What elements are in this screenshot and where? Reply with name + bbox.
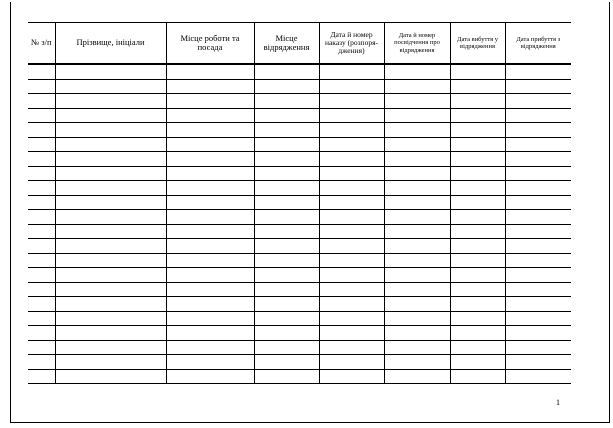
table-cell[interactable]	[384, 210, 450, 225]
table-cell[interactable]	[28, 369, 55, 384]
table-cell[interactable]	[319, 311, 384, 326]
table-cell[interactable]	[384, 326, 450, 341]
table-cell[interactable]	[384, 253, 450, 268]
table-cell[interactable]	[384, 195, 450, 210]
table-cell[interactable]	[319, 94, 384, 109]
table-cell[interactable]	[384, 166, 450, 181]
table-cell[interactable]	[505, 239, 571, 254]
table-cell[interactable]	[450, 326, 505, 341]
table-cell[interactable]	[505, 195, 571, 210]
table-cell[interactable]	[28, 224, 55, 239]
table-row	[28, 123, 571, 138]
table-cell[interactable]	[166, 340, 254, 355]
table-cell[interactable]	[505, 369, 571, 384]
table-cell[interactable]	[254, 326, 319, 341]
table-cell[interactable]	[450, 94, 505, 109]
table-cell[interactable]	[384, 137, 450, 152]
table-cell[interactable]	[319, 152, 384, 167]
table-cell[interactable]	[254, 224, 319, 239]
table-cell[interactable]	[55, 79, 166, 94]
table-cell[interactable]	[450, 224, 505, 239]
table-cell[interactable]	[505, 253, 571, 268]
table-cell[interactable]	[166, 108, 254, 123]
table-cell[interactable]	[166, 123, 254, 138]
table-cell[interactable]	[450, 210, 505, 225]
table-row	[28, 137, 571, 152]
table-cell[interactable]	[319, 195, 384, 210]
table-cell[interactable]	[55, 64, 166, 79]
table-cell[interactable]	[384, 108, 450, 123]
table-cell[interactable]	[28, 239, 55, 254]
table-cell[interactable]	[28, 297, 55, 312]
table-cell[interactable]	[166, 166, 254, 181]
table-cell[interactable]	[505, 152, 571, 167]
table-cell[interactable]	[166, 282, 254, 297]
table-cell[interactable]	[505, 108, 571, 123]
table-cell[interactable]	[254, 181, 319, 196]
table-row	[28, 340, 571, 355]
col-header-number: № з/п	[28, 23, 55, 65]
table-cell[interactable]	[505, 297, 571, 312]
table-cell[interactable]	[505, 282, 571, 297]
table-cell[interactable]	[166, 268, 254, 283]
table-cell[interactable]	[384, 311, 450, 326]
table-cell[interactable]	[166, 94, 254, 109]
table-cell[interactable]	[450, 64, 505, 79]
table-cell[interactable]	[55, 239, 166, 254]
table-cell[interactable]	[166, 297, 254, 312]
table-cell[interactable]	[505, 166, 571, 181]
table-cell[interactable]	[254, 123, 319, 138]
table-cell[interactable]	[319, 239, 384, 254]
table-cell[interactable]	[55, 152, 166, 167]
table-cell[interactable]	[319, 282, 384, 297]
table-cell[interactable]	[28, 64, 55, 79]
table-cell[interactable]	[505, 268, 571, 283]
col-header-arrival-date: Дата прибуття з відрядження	[505, 23, 571, 65]
table-cell[interactable]	[55, 369, 166, 384]
table-cell[interactable]	[450, 79, 505, 94]
table-cell[interactable]	[55, 210, 166, 225]
table-cell[interactable]	[55, 123, 166, 138]
table-cell[interactable]	[450, 282, 505, 297]
table-cell[interactable]	[254, 268, 319, 283]
table-cell[interactable]	[28, 311, 55, 326]
table-cell[interactable]	[319, 64, 384, 79]
table-cell[interactable]	[166, 253, 254, 268]
table-row	[28, 79, 571, 94]
table-cell[interactable]	[319, 326, 384, 341]
table-cell[interactable]	[166, 311, 254, 326]
table-cell[interactable]	[28, 181, 55, 196]
table-cell[interactable]	[166, 195, 254, 210]
table-cell[interactable]	[28, 123, 55, 138]
table-cell[interactable]	[28, 166, 55, 181]
col-header-departure-date: Дата вибуття у відрядження	[450, 23, 505, 65]
col-header-surname-initials: Прізвище, ініціали	[55, 23, 166, 65]
table-cell[interactable]	[55, 94, 166, 109]
table-cell[interactable]	[319, 253, 384, 268]
page-number: 1	[556, 398, 560, 407]
table-cell[interactable]	[505, 79, 571, 94]
table-cell[interactable]	[254, 137, 319, 152]
table-cell[interactable]	[450, 108, 505, 123]
table-cell[interactable]	[319, 181, 384, 196]
table-cell[interactable]	[505, 64, 571, 79]
table-cell[interactable]	[505, 311, 571, 326]
table-cell[interactable]	[384, 355, 450, 370]
table-row	[28, 253, 571, 268]
table-row	[28, 108, 571, 123]
table-cell[interactable]	[166, 79, 254, 94]
table-cell[interactable]	[28, 152, 55, 167]
table-cell[interactable]	[319, 166, 384, 181]
table-row	[28, 268, 571, 283]
table-cell[interactable]	[319, 108, 384, 123]
table-cell[interactable]	[450, 268, 505, 283]
table-row	[28, 152, 571, 167]
table-row	[28, 166, 571, 181]
table-cell[interactable]	[319, 210, 384, 225]
table-cell[interactable]	[28, 94, 55, 109]
table-cell[interactable]	[319, 355, 384, 370]
table-cell[interactable]	[450, 253, 505, 268]
table-cell[interactable]	[254, 355, 319, 370]
col-header-workplace-position: Місце роботи та посада	[166, 23, 254, 65]
table-cell[interactable]	[319, 340, 384, 355]
table-cell[interactable]	[505, 210, 571, 225]
table-cell[interactable]	[384, 79, 450, 94]
table-row	[28, 210, 571, 225]
table-cell[interactable]	[384, 282, 450, 297]
table-row	[28, 224, 571, 239]
table-cell[interactable]	[55, 282, 166, 297]
table-row	[28, 297, 571, 312]
table-cell[interactable]	[450, 181, 505, 196]
table-cell[interactable]	[254, 166, 319, 181]
table-cell[interactable]	[254, 152, 319, 167]
table-cell[interactable]	[28, 340, 55, 355]
table-cell[interactable]	[450, 123, 505, 138]
col-header-certificate-date-number: Дата й номер посвідчення про відрядження	[384, 23, 450, 65]
table-cell[interactable]	[319, 268, 384, 283]
table-cell[interactable]	[55, 253, 166, 268]
table-cell[interactable]	[384, 64, 450, 79]
table-cell[interactable]	[28, 268, 55, 283]
table-cell[interactable]	[28, 253, 55, 268]
table-cell[interactable]	[450, 239, 505, 254]
table-cell[interactable]	[55, 297, 166, 312]
table-cell[interactable]	[505, 326, 571, 341]
table-cell[interactable]	[319, 123, 384, 138]
table-cell[interactable]	[166, 326, 254, 341]
table-cell[interactable]	[28, 282, 55, 297]
table-cell[interactable]	[450, 297, 505, 312]
table-cell[interactable]	[254, 311, 319, 326]
table-cell[interactable]	[384, 369, 450, 384]
table-cell[interactable]	[254, 108, 319, 123]
table-cell[interactable]	[55, 137, 166, 152]
table-cell[interactable]	[28, 137, 55, 152]
table-cell[interactable]	[505, 224, 571, 239]
table-cell[interactable]	[254, 79, 319, 94]
table-cell[interactable]	[505, 355, 571, 370]
table-cell[interactable]	[55, 181, 166, 196]
table-cell[interactable]	[166, 64, 254, 79]
table-body	[28, 64, 571, 384]
table-row	[28, 195, 571, 210]
table-cell[interactable]	[55, 268, 166, 283]
table-cell[interactable]	[254, 297, 319, 312]
table-cell[interactable]	[55, 355, 166, 370]
table-cell[interactable]	[450, 195, 505, 210]
table-cell[interactable]	[384, 94, 450, 109]
table-cell[interactable]	[55, 108, 166, 123]
table-cell[interactable]	[384, 123, 450, 138]
table-row	[28, 282, 571, 297]
table-row	[28, 64, 571, 79]
table-cell[interactable]	[505, 94, 571, 109]
table-cell[interactable]	[319, 224, 384, 239]
col-header-order-date-number: Дата й номер наказу (розпоря-дження)	[319, 23, 384, 65]
table-cell[interactable]	[166, 355, 254, 370]
table-cell[interactable]	[254, 94, 319, 109]
table-row	[28, 181, 571, 196]
table-cell[interactable]	[166, 224, 254, 239]
table-cell[interactable]	[254, 253, 319, 268]
table-cell[interactable]	[254, 369, 319, 384]
table-cell[interactable]	[384, 224, 450, 239]
table-cell[interactable]	[28, 108, 55, 123]
table-cell[interactable]	[28, 79, 55, 94]
table-cell[interactable]	[254, 195, 319, 210]
table-cell[interactable]	[450, 369, 505, 384]
table-cell[interactable]	[505, 181, 571, 196]
table-cell[interactable]	[254, 340, 319, 355]
table-cell[interactable]	[55, 326, 166, 341]
table-cell[interactable]	[505, 123, 571, 138]
table-cell[interactable]	[384, 340, 450, 355]
table-row	[28, 369, 571, 384]
table-cell[interactable]	[28, 326, 55, 341]
table-row	[28, 355, 571, 370]
table-cell[interactable]	[384, 268, 450, 283]
table-cell[interactable]	[505, 137, 571, 152]
table-cell[interactable]	[55, 224, 166, 239]
table-cell[interactable]	[450, 166, 505, 181]
table-cell[interactable]	[450, 311, 505, 326]
table-row	[28, 239, 571, 254]
table-cell[interactable]	[254, 239, 319, 254]
table-cell[interactable]	[319, 79, 384, 94]
table-cell[interactable]	[166, 239, 254, 254]
table-cell[interactable]	[450, 152, 505, 167]
table-cell[interactable]	[254, 64, 319, 79]
table-row	[28, 326, 571, 341]
table-cell[interactable]	[254, 282, 319, 297]
table-cell[interactable]	[55, 195, 166, 210]
table-cell[interactable]	[166, 181, 254, 196]
table-cell[interactable]	[505, 340, 571, 355]
table-cell[interactable]	[384, 297, 450, 312]
table-cell[interactable]	[450, 137, 505, 152]
table-cell[interactable]	[319, 137, 384, 152]
table-row	[28, 311, 571, 326]
table-cell[interactable]	[55, 340, 166, 355]
table-cell[interactable]	[319, 297, 384, 312]
table-cell[interactable]	[28, 210, 55, 225]
table-cell[interactable]	[319, 369, 384, 384]
table-cell[interactable]	[384, 152, 450, 167]
table-cell[interactable]	[384, 181, 450, 196]
table-cell[interactable]	[28, 355, 55, 370]
table-row	[28, 94, 571, 109]
table-cell[interactable]	[166, 369, 254, 384]
table-cell[interactable]	[166, 137, 254, 152]
table-header-row	[28, 23, 571, 65]
table-cell[interactable]	[55, 311, 166, 326]
table-cell[interactable]	[254, 210, 319, 225]
table-cell[interactable]	[450, 355, 505, 370]
table-cell[interactable]	[166, 210, 254, 225]
table-cell[interactable]	[28, 195, 55, 210]
business-trip-register-table	[28, 22, 571, 384]
col-header-trip-destination: Місце відрядження	[254, 23, 319, 65]
table-cell[interactable]	[166, 152, 254, 167]
table-cell[interactable]	[384, 239, 450, 254]
table-cell[interactable]	[450, 340, 505, 355]
table-cell[interactable]	[55, 166, 166, 181]
